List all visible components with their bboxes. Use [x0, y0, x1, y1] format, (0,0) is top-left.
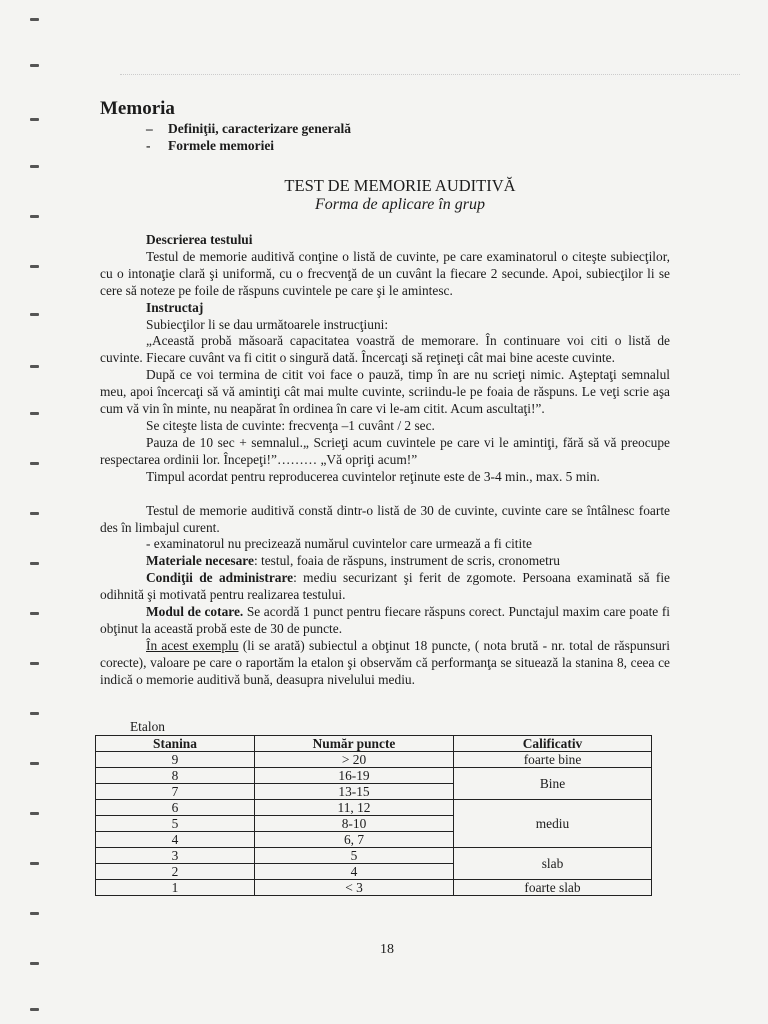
- binding-mark: [30, 215, 39, 218]
- calificativ-cell: mediu: [454, 800, 652, 848]
- binding-mark: [30, 612, 39, 615]
- stanina-cell: 4: [96, 832, 255, 848]
- paragraph: Testul de memorie auditivă constă dintr-o listă de 30 de cuvinte, cuvinte care se întâlnesc foarte des în limbajul curent.: [100, 502, 670, 535]
- test-title: TEST DE MEMORIE AUDITIVĂ: [284, 176, 516, 195]
- binding-mark: [30, 18, 39, 21]
- column-header: Stanina: [96, 736, 255, 752]
- chapter-subitem: - Formele memoriei: [146, 138, 275, 153]
- binding-mark: [30, 862, 39, 865]
- stanina-cell: 5: [96, 816, 255, 832]
- paragraph: „Această probă măsoară capacitatea voastră de memorare. În continuare voi citi o listă de cuvinte. Fiecare cuvânt va fi citit o singură dată. Încercaţi să reţineţi cât mai bine aceste cuvinte.: [100, 333, 670, 366]
- table-header-row: [96, 736, 652, 752]
- chapter-title: Memoria: [100, 98, 175, 119]
- binding-mark: [30, 962, 39, 965]
- calificativ-cell: foarte bine: [454, 752, 652, 768]
- binding-mark: [30, 412, 39, 415]
- paragraph: Se citeşte lista de cuvinte: frecvenţa –1 cuvânt / 2 sec.: [146, 417, 435, 433]
- binding-mark: [30, 165, 39, 168]
- table-row: [96, 880, 652, 896]
- binding-mark: [30, 712, 39, 715]
- binding-mark: [30, 365, 39, 368]
- binding-mark: [30, 64, 39, 67]
- column-header: Calificativ: [454, 736, 652, 752]
- paragraph: Materiale necesare: testul, foaia de răspuns, instrument de scris, cronometru: [146, 553, 560, 569]
- stanina-cell: 1: [96, 880, 255, 896]
- test-subtitle: Forma de aplicare în grup: [314, 196, 486, 213]
- puncte-cell: 11, 12: [255, 800, 454, 816]
- page-number: 18: [380, 942, 394, 957]
- etalon-label: Etalon: [130, 719, 165, 734]
- puncte-cell: 16-19: [255, 768, 454, 784]
- binding-mark: [30, 1008, 39, 1011]
- section-heading: Descrierea testului: [146, 232, 253, 247]
- stanina-cell: 9: [96, 752, 255, 768]
- paragraph: Pauza de 10 sec + semnalul.„ Scrieţi acum cuvintele pe care vi le amintiţi, fără să vă preocupe respectarea ordinii lor. Începeţi!”……… „Vă opriţi acum!”: [100, 434, 670, 467]
- stanina-cell: 7: [96, 784, 255, 800]
- binding-mark: [30, 812, 39, 815]
- calificativ-cell: foarte slab: [454, 880, 652, 896]
- binding-mark: [30, 265, 39, 268]
- section-heading: Instructaj: [146, 299, 204, 315]
- paragraph: Condiţii de administrare: mediu securizant şi ferit de zgomote. Persoana examinată să fie odihnită şi motivată pentru realizarea testului.: [100, 570, 670, 603]
- binding-margin: [0, 0, 46, 1024]
- puncte-cell: 8-10: [255, 816, 454, 832]
- paragraph: Timpul acordat pentru reproducerea cuvintelor reţinute este de 3-4 min., max. 5 min.: [146, 468, 600, 484]
- column-header: Număr puncte: [255, 736, 454, 752]
- stanina-cell: 3: [96, 848, 255, 864]
- table-row: [96, 848, 652, 864]
- paragraph: După ce voi termina de citit voi face o pauză, timp în are nu scrieţi nimic. Aşteptaţi semnalul meu, apoi încercaţi să vă amintiţi cât mai multe cuvinte, scriindu-le pe foaia de răspuns. Le veţi scrie aşa cum vă vin în minte, nu neapărat în ordinea în care vi le-am citit. Acum ascultaţi!”.: [100, 367, 670, 417]
- binding-mark: [30, 912, 39, 915]
- paragraph: Subiecţilor li se dau următoarele instrucţiuni:: [146, 316, 389, 332]
- etalon-table: [95, 735, 652, 896]
- stanina-cell: 2: [96, 864, 255, 880]
- stanina-cell: 8: [96, 768, 255, 784]
- calificativ-cell: slab: [454, 848, 652, 880]
- puncte-cell: > 20: [255, 752, 454, 768]
- puncte-cell: 4: [255, 864, 454, 880]
- calificativ-cell: Bine: [454, 768, 652, 800]
- paragraph: - examinatorul nu precizează numărul cuvintelor care urmează a fi citite: [146, 536, 532, 552]
- table-row: [96, 768, 652, 784]
- binding-mark: [30, 562, 39, 565]
- paragraph: Modul de cotare. Se acordă 1 punct pentru fiecare răspuns corect. Punctajul maxim care poate fi obţinut la această probă este de 30 de puncte.: [100, 604, 670, 636]
- scan-artifact-line: [120, 74, 740, 75]
- puncte-cell: 13-15: [255, 784, 454, 800]
- stanina-cell: 6: [96, 800, 255, 816]
- binding-mark: [30, 662, 39, 665]
- binding-mark: [30, 762, 39, 765]
- paragraph: În acest exemplu (li se arată) subiectul a obţinut 18 puncte, ( nota brută - nr. total de răspunsuri corecte), valoare pe care o raportăm la etalon şi observăm că performanţa se situează la stanina 8, ceea ce indică o memorie auditivă bună, deasupra nivelului mediu.: [100, 637, 670, 687]
- table-row: [96, 752, 652, 768]
- table-row: [96, 800, 652, 816]
- binding-mark: [30, 462, 39, 465]
- document-page: [100, 98, 670, 689]
- binding-mark: [30, 313, 39, 316]
- puncte-cell: 5: [255, 848, 454, 864]
- puncte-cell: 6, 7: [255, 832, 454, 848]
- paragraph: Testul de memorie auditivă conţine o listă de cuvinte, pe care examinatorul o citeşte subiecţilor, cu o intonaţie clară şi uniformă, cu o frecvenţă de un cuvânt la fiecare 2 secunde. Apoi, subiecţilor li se cere să noteze pe foile de răspuns cuvintele pe care şi le amintesc.: [100, 248, 670, 298]
- puncte-cell: < 3: [255, 880, 454, 896]
- binding-mark: [30, 118, 39, 121]
- chapter-subitem: – Definiţii, caracterizare generală: [146, 121, 352, 136]
- binding-mark: [30, 512, 39, 515]
- document-body: [100, 232, 670, 689]
